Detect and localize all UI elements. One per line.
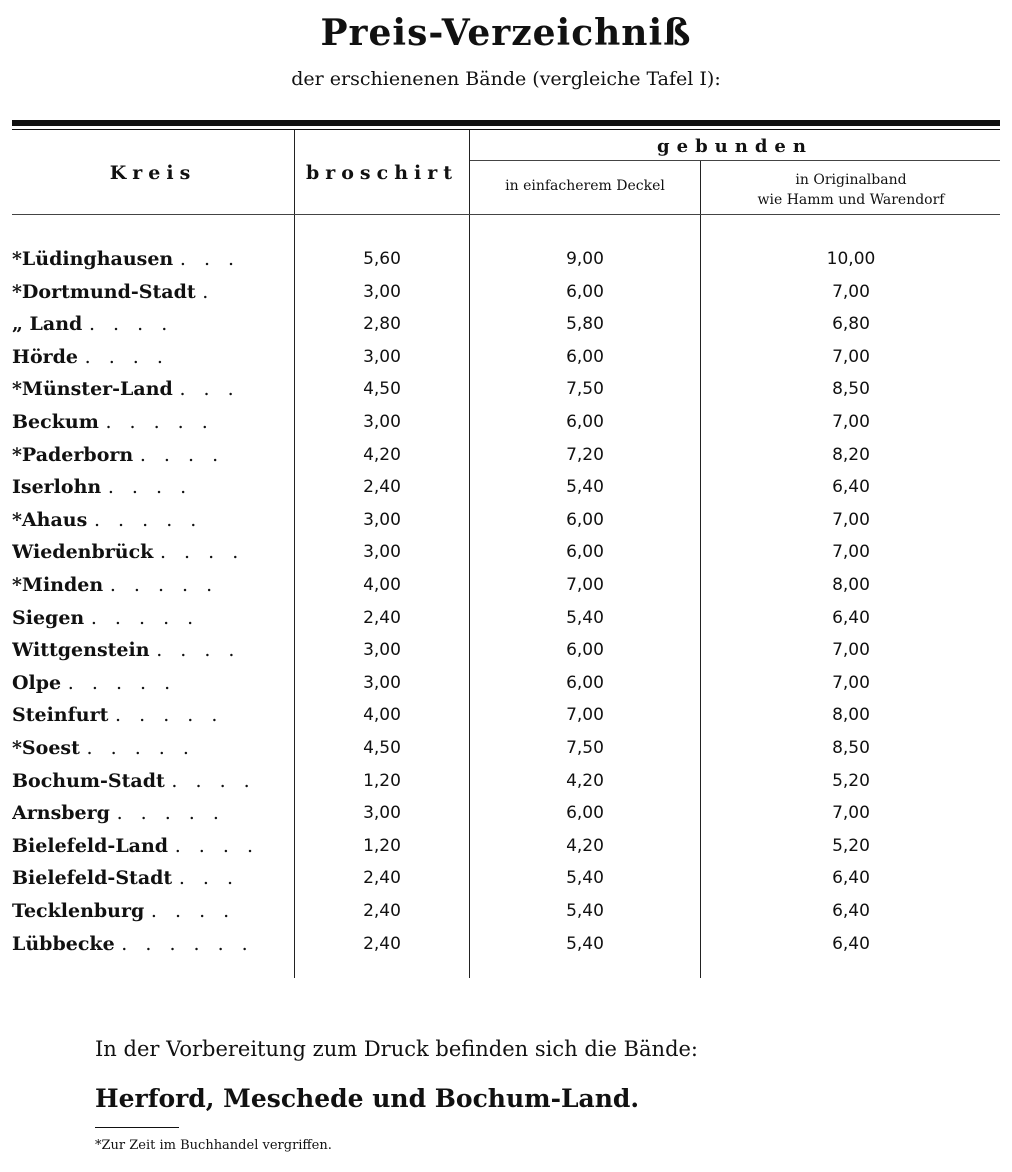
kreis-label: *Minden [12, 574, 104, 596]
header-broschirt: broschirt [305, 162, 459, 184]
price-original: 8,50 [832, 738, 870, 758]
price-original: 7,00 [832, 412, 870, 432]
leader-dots: . . . . . [67, 671, 177, 694]
kreis-name [12, 504, 282, 536]
kreis-label: *Dortmund-Stadt [12, 280, 196, 303]
kreis-name [12, 797, 282, 829]
leader-dots: . . . . [107, 476, 193, 499]
leader-dots: . . . . [174, 834, 259, 857]
price-einfach: 6,00 [566, 412, 604, 432]
kreis-label: *Lüdinghausen [12, 248, 174, 270]
leader-dots: . . . . . [90, 606, 200, 629]
price-einfach: 7,50 [566, 379, 604, 400]
header-gebunden: gebunden [657, 136, 813, 157]
price-einfach: 5,40 [566, 901, 604, 921]
kreis-name [12, 862, 282, 894]
price-original: 6,40 [832, 933, 870, 954]
kreis-name [12, 830, 282, 862]
preparation-text: In der Vorbereitung zum Druck befinden sich die Bände: [95, 1037, 699, 1061]
top-rule [12, 120, 1000, 126]
price-original: 6,40 [832, 901, 870, 921]
table-row [0, 373, 1012, 405]
table-row [0, 276, 1012, 308]
leader-dots: . . . . [88, 313, 174, 336]
price-einfach: 5,40 [566, 868, 604, 889]
price-original: 7,00 [832, 281, 870, 302]
table-row [0, 634, 1012, 666]
kreis-name [12, 471, 282, 503]
header-originalband [702, 170, 1000, 210]
leader-dots: . . . . . [115, 704, 224, 727]
table-row [0, 308, 1012, 340]
price-broschirt: 2,40 [363, 477, 401, 498]
price-einfach: 4,20 [566, 770, 604, 791]
table-row [0, 569, 1012, 601]
price-einfach: 7,20 [566, 444, 604, 465]
kreis-name [12, 439, 282, 471]
price-einfach: 5,80 [566, 314, 604, 335]
kreis-label: *Münster-Land [12, 378, 173, 401]
kreis-name [12, 373, 282, 405]
preparation-list: Herford, Meschede und Bochum-Land. [95, 1084, 640, 1113]
table-row [0, 471, 1012, 503]
page-subtitle: der erschienenen Bände (vergleiche Tafel I): [291, 68, 721, 90]
header-originalband-line1: in Originalband [795, 172, 907, 188]
price-einfach: 5,40 [566, 607, 604, 628]
leader-dots: . . . . . [93, 508, 203, 531]
kreis-label: Bochum-Stadt [12, 769, 165, 792]
price-broschirt: 5,60 [363, 249, 401, 269]
kreis-name [12, 634, 282, 666]
table-row [0, 602, 1012, 634]
header-kreis: Kreis [109, 162, 197, 184]
leader-dots: . . . [179, 248, 241, 270]
price-original: 5,20 [832, 835, 870, 856]
leader-dots: . . . . . . [121, 932, 254, 955]
kreis-label: Hörde [12, 345, 79, 368]
price-broschirt: 3,00 [363, 542, 401, 563]
price-einfach: 7,00 [566, 705, 604, 726]
price-original: 8,50 [832, 379, 870, 400]
price-broschirt: 3,00 [363, 346, 401, 367]
kreis-label: Olpe [12, 671, 62, 694]
price-einfach: 7,00 [566, 575, 604, 595]
table-row [0, 667, 1012, 699]
kreis-label: Wittgenstein [12, 639, 150, 662]
kreis-name [12, 406, 282, 438]
price-broschirt: 1,20 [363, 770, 401, 791]
kreis-name [12, 667, 282, 699]
price-einfach: 6,00 [566, 640, 604, 661]
table-row [0, 536, 1012, 568]
price-einfach: 6,00 [566, 281, 604, 302]
price-broschirt: 2,40 [363, 901, 401, 921]
kreis-label: *Soest [12, 737, 80, 759]
price-original: 8,00 [832, 575, 870, 595]
kreis-label: Tecklenburg [12, 900, 145, 922]
table-row [0, 439, 1012, 471]
leader-dots: . . . . . [105, 411, 214, 433]
kreis-name [12, 569, 282, 601]
table-row [0, 699, 1012, 731]
footnote-rule [95, 1127, 179, 1128]
price-broschirt: 2,80 [363, 314, 401, 335]
price-einfach: 6,00 [566, 542, 604, 563]
price-original: 7,00 [832, 672, 870, 693]
kreis-label: Arnsberg [12, 802, 110, 825]
price-original: 7,00 [832, 640, 870, 661]
kreis-label: Bielefeld-Stadt [12, 867, 173, 890]
price-broschirt: 4,00 [363, 575, 401, 595]
kreis-label: „ Land [12, 313, 83, 336]
kreis-label: Steinfurt [12, 704, 109, 727]
kreis-label: *Ahaus [12, 508, 88, 531]
leader-dots: . [202, 280, 215, 303]
table-row [0, 830, 1012, 862]
leader-dots: . . . . [156, 639, 241, 662]
kreis-name [12, 765, 282, 797]
kreis-name [12, 308, 282, 340]
price-einfach: 6,00 [566, 509, 604, 530]
price-einfach: 5,40 [566, 477, 604, 498]
kreis-name [12, 732, 282, 764]
kreis-name [12, 602, 282, 634]
price-broschirt: 3,00 [363, 672, 401, 693]
price-broschirt: 2,40 [363, 933, 401, 954]
price-broschirt: 2,40 [363, 607, 401, 628]
price-broschirt: 3,00 [363, 281, 401, 302]
kreis-name [12, 243, 282, 275]
price-broschirt: 2,40 [363, 868, 401, 889]
leader-dots: . . . . . [116, 802, 225, 825]
price-original: 6,40 [832, 868, 870, 889]
table-row [0, 243, 1012, 275]
price-broschirt: 3,00 [363, 803, 401, 824]
kreis-label: Iserlohn [12, 476, 102, 499]
table-row [0, 862, 1012, 894]
kreis-name [12, 536, 282, 568]
leader-dots: . . . . [84, 345, 169, 368]
price-einfach: 4,20 [566, 835, 604, 856]
price-original: 7,00 [832, 803, 870, 824]
price-einfach: 5,40 [566, 933, 604, 954]
kreis-label: Lübbecke [12, 932, 115, 955]
table-row [0, 797, 1012, 829]
price-einfach: 6,00 [566, 346, 604, 367]
price-broschirt: 3,00 [363, 640, 401, 661]
header-originalband-line2: wie Hamm und Warendorf [757, 192, 945, 208]
kreis-label: *Paderborn [12, 443, 134, 466]
kreis-name [12, 699, 282, 731]
page-title: Preis-Verzeichniß [320, 12, 692, 54]
kreis-name [12, 341, 282, 373]
price-original: 8,00 [832, 705, 870, 726]
header-bottom-rule [12, 214, 1000, 215]
price-einfach: 9,00 [566, 249, 604, 269]
table-row [0, 895, 1012, 927]
table-row [0, 504, 1012, 536]
table-row [0, 765, 1012, 797]
price-original: 6,40 [832, 607, 870, 628]
kreis-label: Beckum [12, 411, 99, 433]
footnote: *Zur Zeit im Buchhandel vergriffen. [95, 1138, 332, 1153]
price-broschirt: 4,20 [363, 444, 401, 465]
price-broschirt: 4,50 [363, 379, 401, 400]
price-original: 7,00 [832, 509, 870, 530]
price-original: 5,20 [832, 770, 870, 791]
leader-dots: . . . . [139, 443, 225, 466]
price-original: 10,00 [826, 249, 876, 269]
table-row [0, 341, 1012, 373]
table-row [0, 928, 1012, 960]
price-einfach: 7,50 [566, 738, 604, 758]
table-row [0, 732, 1012, 764]
header-einfacher-deckel: in einfacherem Deckel [505, 178, 665, 194]
price-broschirt: 1,20 [363, 835, 401, 856]
leader-dots: . . . . . [109, 574, 219, 596]
leader-dots: . . . [178, 867, 240, 890]
leader-dots: . . . . [150, 900, 236, 922]
price-broschirt: 4,50 [363, 738, 401, 758]
table-row [0, 406, 1012, 438]
kreis-name [12, 276, 282, 308]
price-broschirt: 4,00 [363, 705, 401, 726]
kreis-name [12, 895, 282, 927]
leader-dots: . . . . . [86, 737, 195, 759]
gebunden-underline [470, 160, 1000, 161]
leader-dots: . . . . [159, 541, 245, 564]
price-original: 7,00 [832, 542, 870, 563]
top-rule-thin [12, 129, 1000, 130]
kreis-label: Wiedenbrück [12, 541, 154, 564]
price-broschirt: 3,00 [363, 412, 401, 432]
kreis-name [12, 928, 282, 960]
price-einfach: 6,00 [566, 803, 604, 824]
price-original: 7,00 [832, 346, 870, 367]
price-einfach: 6,00 [566, 672, 604, 693]
kreis-label: Bielefeld-Land [12, 834, 169, 857]
leader-dots: . . . [179, 378, 240, 401]
price-broschirt: 3,00 [363, 509, 401, 530]
price-original: 6,40 [832, 477, 870, 498]
price-original: 6,80 [832, 314, 870, 335]
leader-dots: . . . . [171, 769, 256, 792]
price-original: 8,20 [832, 444, 870, 465]
kreis-label: Siegen [12, 606, 85, 629]
